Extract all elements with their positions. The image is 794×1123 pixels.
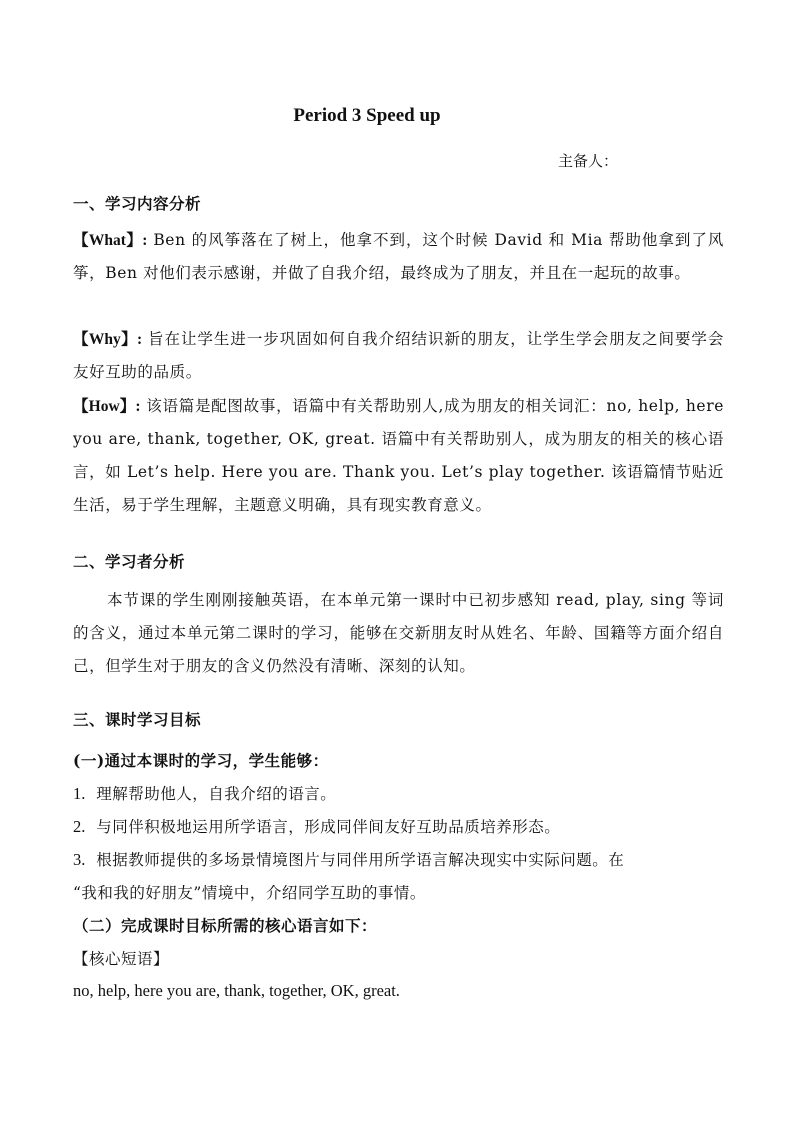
how-tag: 【How】:: [73, 398, 141, 415]
goal-number: 1.: [73, 784, 86, 803]
section-heading-learning-goals: 三、课时学习目标: [73, 710, 202, 729]
why-paragraph: [73, 323, 724, 389]
goal-text: 理解帮助他人，自我介绍的语言。: [96, 785, 337, 803]
section-heading-content-analysis: 一、学习内容分析: [73, 194, 202, 213]
goal-text: 与同伴积极地运用所学语言，形成同伴间友好互助品质培养形态。: [96, 818, 561, 836]
goal-item: [73, 815, 560, 837]
section-heading-learner-analysis: 二、学习者分析: [73, 552, 186, 571]
goal-item: [73, 782, 336, 804]
how-paragraph: [73, 390, 724, 522]
learner-analysis-paragraph: 本节课的学生刚刚接触英语，在本单元第一课时中已初步感知 read, play, sing 等词的含义，通过本单元第二课时的学习，能够在交新朋友时从姓名、年龄、国籍等方面介绍自己，但学生对于朋友的含义仍然没有清晰、深刻的认知。: [73, 591, 724, 675]
how-text: 该语篇是配图故事，语篇中有关帮助别人,成为朋友的相关词汇：no, help, here you are, thank, together, OK, great. 语篇中有关帮助别人，成为朋友的相关的核心语言，如 Let’s help. Here you are. Thank you. Let’s play together. 该语篇情节贴近生活，易于学生理解，主题意义明确，具有现实教育意义。: [73, 397, 724, 514]
why-text: 旨在让学生进一步巩固如何自我介绍结识新的朋友，让学生学会朋友之间要学会友好互助的品质。: [73, 330, 724, 381]
core-language-subheading: （二）完成课时目标所需的核心语言如下：: [73, 916, 378, 935]
what-paragraph: [73, 224, 724, 290]
goals-subheading: (一)通过本课时的学习，学生能够：: [73, 751, 329, 770]
why-tag: 【Why】:: [73, 331, 143, 348]
what-text: Ben 的风筝落在了树上，他拿不到，这个时候 David 和 Mia 帮助他拿到了风筝，Ben 对他们表示感谢，并做了自我介绍，最终成为了朋友，并且在一起玩的故事。: [73, 231, 724, 282]
core-phrases-list: no, help, here you are, thank, together, OK, great.: [73, 981, 400, 1000]
goal-number: 3.: [73, 850, 86, 869]
preparer-label: 主备人：: [558, 152, 619, 170]
goal-number: 2.: [73, 817, 86, 836]
goal-item-continuation: “我和我的好朋友”情境中，介绍同学互助的事情。: [73, 884, 426, 902]
what-tag: 【What】:: [73, 232, 148, 249]
goal-text: 根据教师提供的多场景情境图片与同伴用所学语言解决现实中实际问题。在: [96, 851, 625, 869]
core-phrases-label: 【核心短语】: [73, 950, 170, 968]
goal-item: [73, 848, 624, 870]
document-title: Period 3 Speed up: [293, 105, 441, 126]
